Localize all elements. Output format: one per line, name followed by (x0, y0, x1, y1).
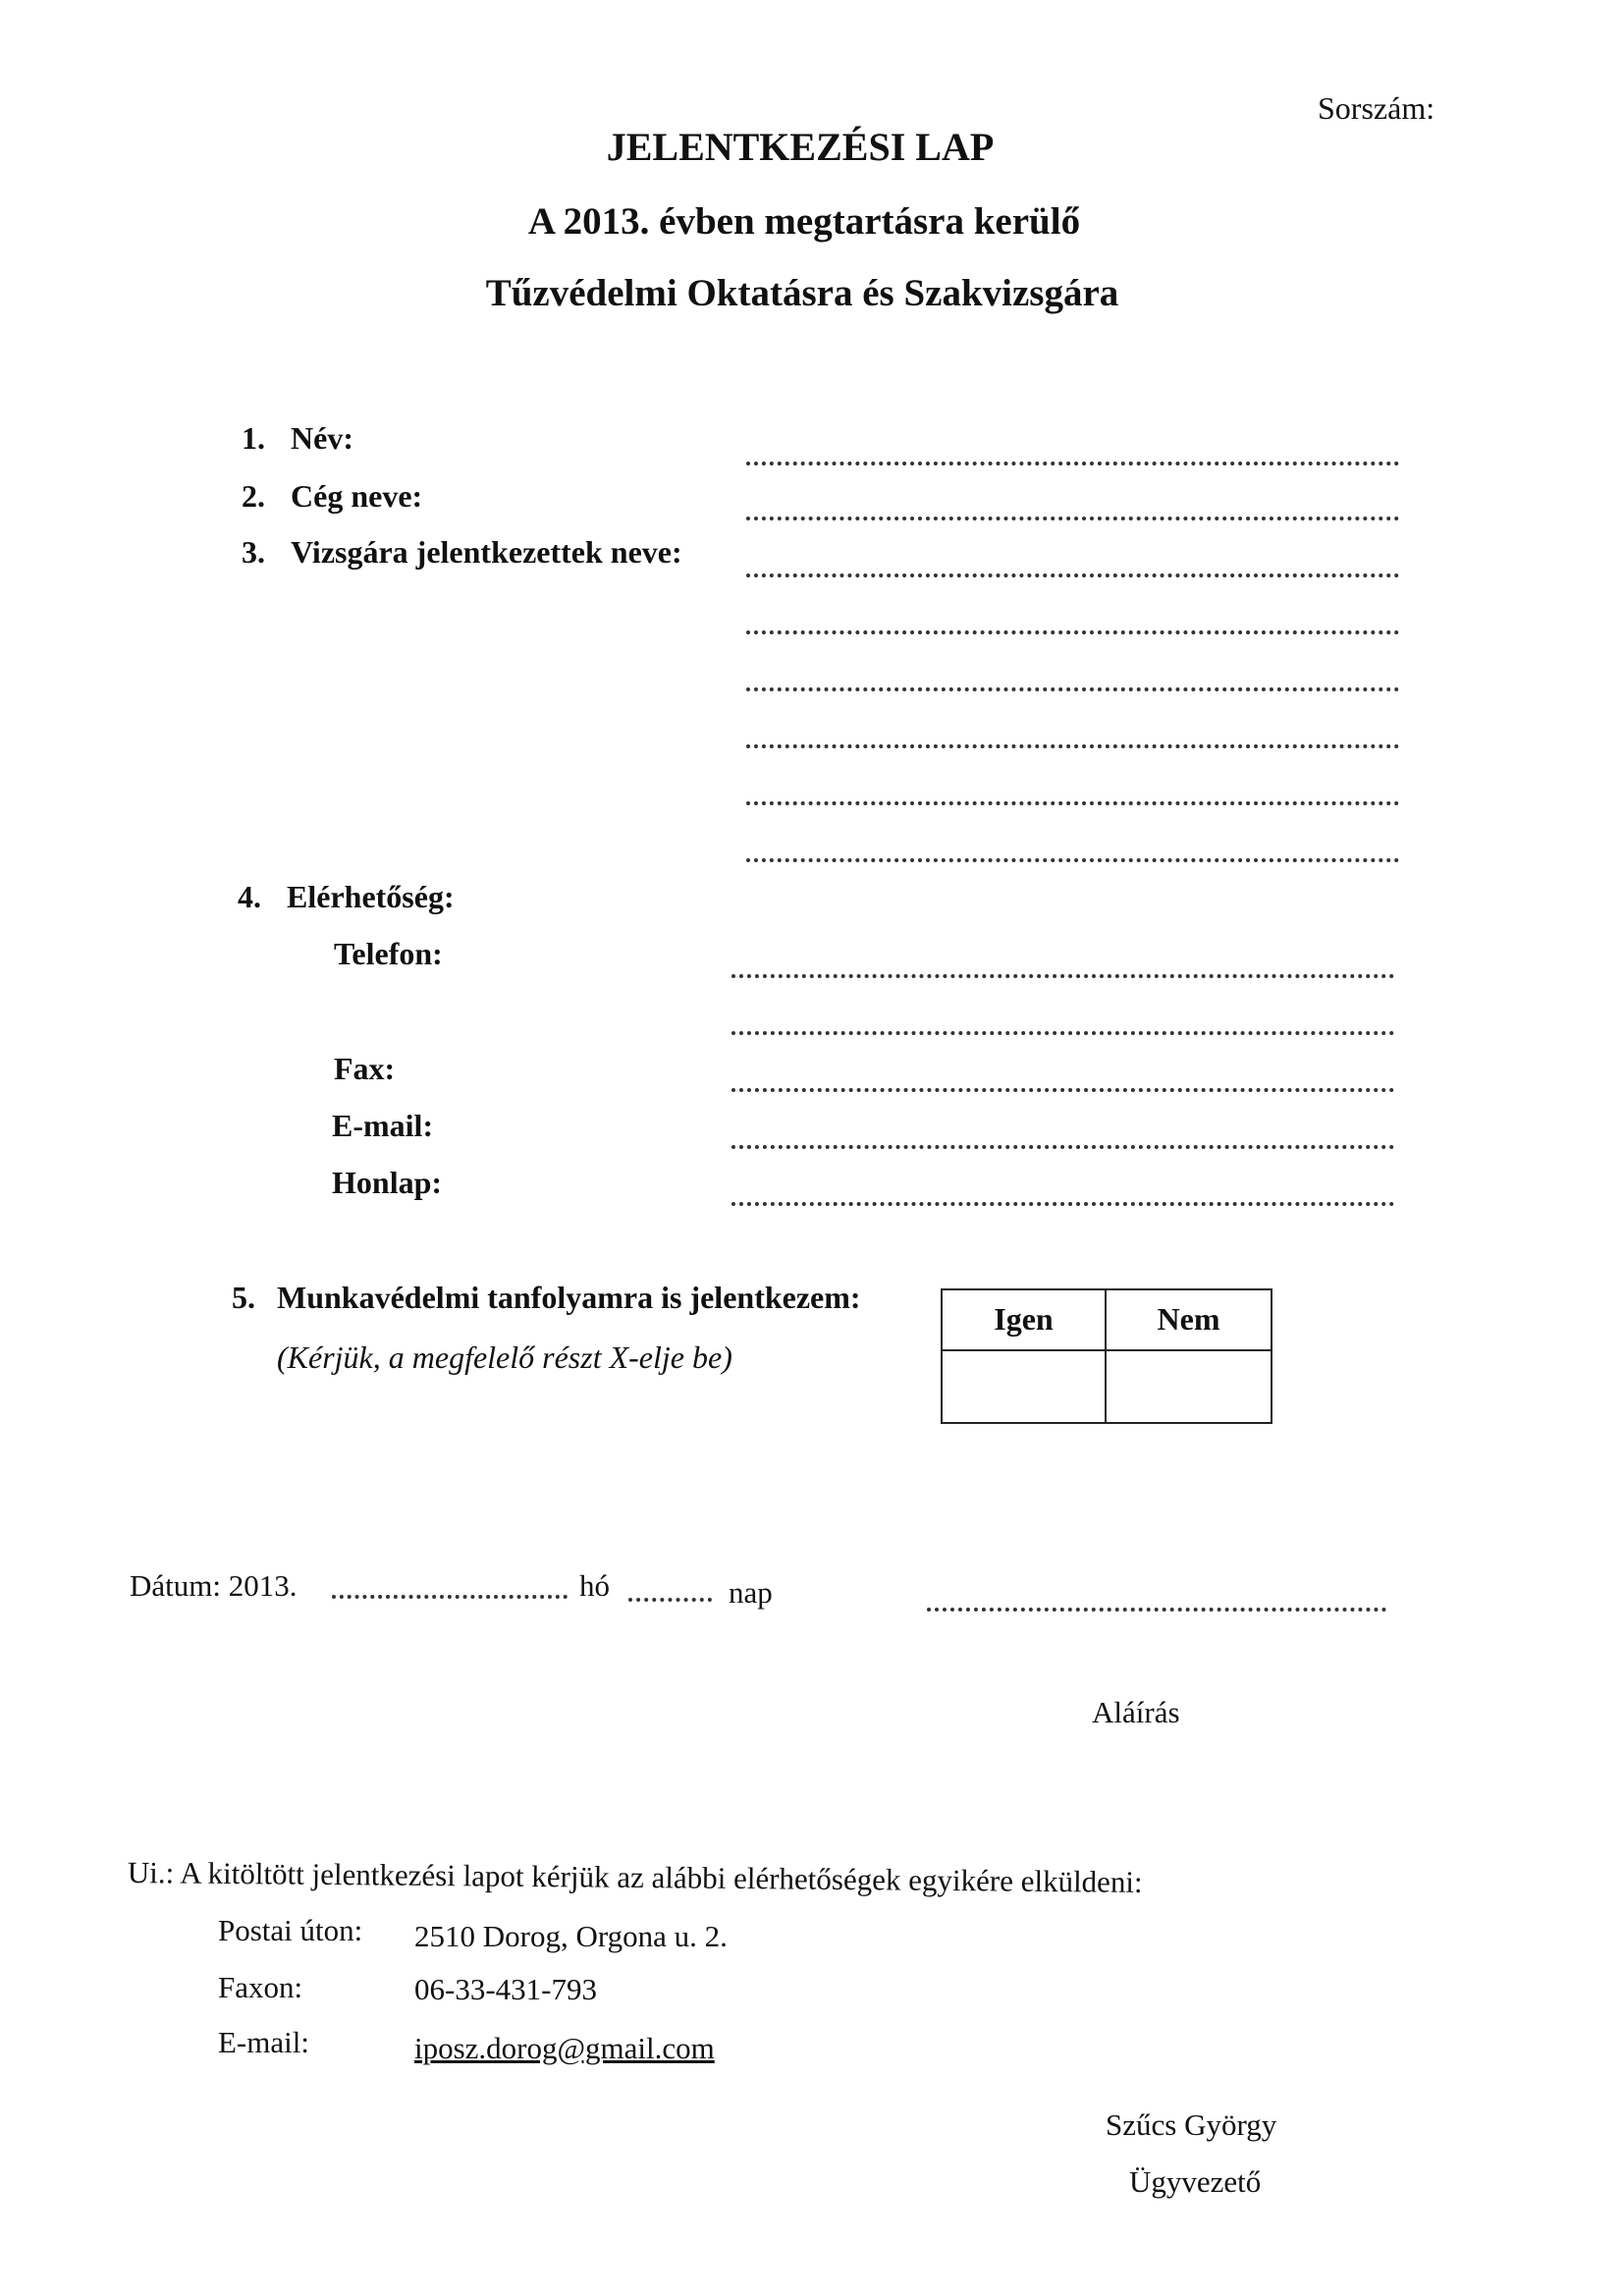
field-name-line[interactable] (746, 462, 1399, 465)
field-examinees-line-3[interactable] (746, 687, 1399, 691)
field-email-label: E-mail: (332, 1108, 434, 1143)
field-examinees-line-1[interactable] (746, 574, 1399, 577)
field-examinees-label: 3. Vizsgára jelentkezettek neve: (242, 534, 682, 570)
q5-label: 5. Munkavédelmi tanfolyamra is jelentkezem: (232, 1280, 861, 1315)
q5-note: (Kérjük, a megfelelő részt X-elje be) (277, 1339, 732, 1375)
date-prefix: Dátum: 2013. (130, 1568, 298, 1603)
field-website-line[interactable] (731, 1202, 1394, 1206)
contact-fax-value: 06-33-431-793 (414, 1972, 597, 2006)
field-phone-label: Telefon: (334, 936, 443, 971)
q5-no-checkbox[interactable] (1107, 1351, 1271, 1422)
field-examinees-line-5[interactable] (746, 801, 1399, 805)
signature-label: Aláírás (1092, 1695, 1180, 1729)
date-day-label: nap (729, 1575, 773, 1610)
contact-post-label: Postai úton: (218, 1913, 363, 1947)
field-company-line[interactable] (746, 517, 1399, 520)
field-phone-line-2[interactable] (731, 1031, 1394, 1035)
field-company-label: 2. Cég neve: (242, 478, 423, 514)
serial-number-label: Sorszám: (1318, 90, 1435, 126)
date-month-line[interactable] (332, 1595, 568, 1599)
contact-fax-label: Faxon: (218, 1970, 303, 2004)
q5-choice-table (941, 1288, 1272, 1424)
field-contact-label: 4. Elérhetőség: (238, 879, 455, 914)
field-website-label: Honlap: (332, 1165, 443, 1200)
field-fax-line[interactable] (731, 1088, 1394, 1092)
form-subtitle-year: A 2013. évben megtartásra kerülő (527, 200, 1081, 243)
field-name-label: 1. Név: (242, 420, 353, 456)
signer-title: Ügyvezető (1129, 2164, 1262, 2199)
field-examinees-line-2[interactable] (746, 630, 1399, 634)
form-title: JELENTKEZÉSI LAP (606, 125, 995, 169)
signer-name: Szűcs György (1106, 2107, 1277, 2142)
contact-email-link[interactable]: iposz.dorog@gmail.com (414, 2031, 715, 2065)
q5-yes-header: Igen (943, 1290, 1107, 1351)
q5-yes-checkbox[interactable] (943, 1351, 1107, 1422)
field-examinees-line-6[interactable] (746, 858, 1399, 862)
date-day-line[interactable] (628, 1598, 712, 1602)
field-examinees-line-4[interactable] (746, 744, 1399, 748)
date-month-label: hó (579, 1568, 610, 1603)
q5-no-header: Nem (1107, 1290, 1271, 1351)
field-phone-line-1[interactable] (731, 974, 1394, 978)
form-subtitle-topic: Tűzvédelmi Oktatásra és Szakvizsgára (485, 272, 1119, 314)
footer-note: Ui.: A kitöltött jelentkezési lapot kérjük az alábbi elérhetőségek egyikére elküldeni: (127, 1855, 1143, 1899)
signature-line[interactable] (927, 1608, 1386, 1612)
field-fax-label: Fax: (334, 1051, 396, 1086)
field-email-line[interactable] (731, 1145, 1394, 1149)
contact-post-value: 2510 Dorog, Orgona u. 2. (414, 1919, 728, 1953)
contact-email-label: E-mail: (218, 2025, 309, 2059)
